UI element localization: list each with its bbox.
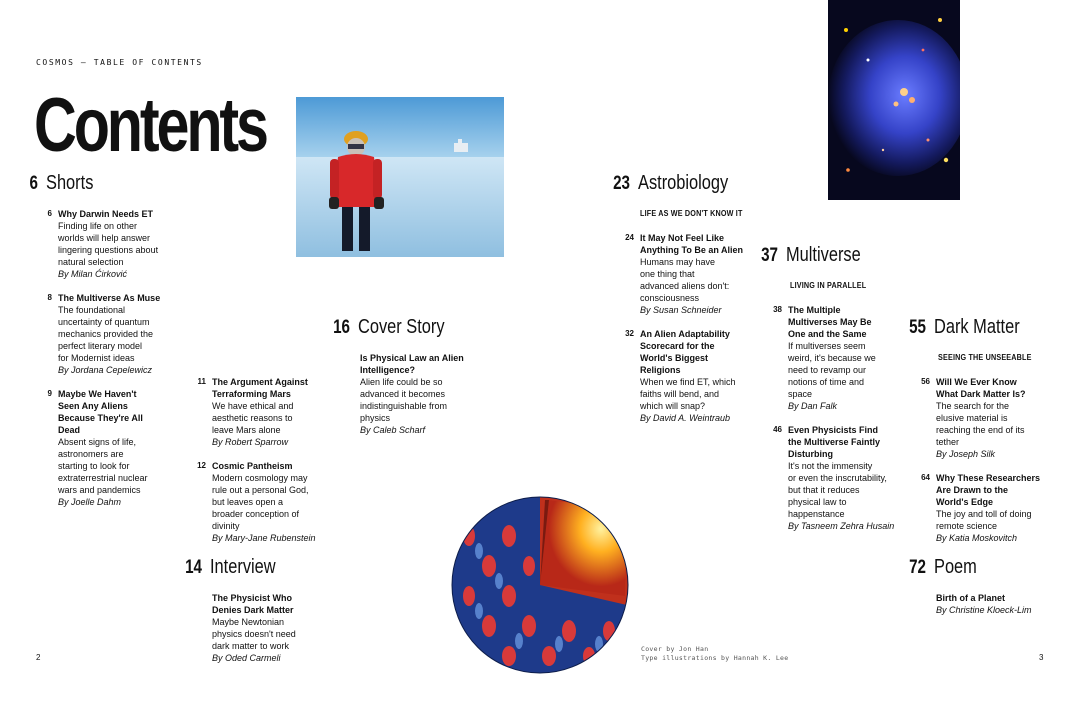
entry-description: When we find ET, which	[640, 377, 736, 387]
section-title: Interview	[210, 556, 276, 578]
entry-description: happenstance	[788, 509, 845, 519]
entry-page-number: 11	[197, 377, 206, 386]
entry-description: dark matter to work	[212, 641, 290, 651]
entry-page-number: 38	[773, 305, 782, 314]
entry-description: Alien life could be so	[360, 377, 443, 387]
entry-title: It May Not Feel Like	[640, 233, 725, 243]
section-multiverse	[740, 244, 877, 267]
entry-description: physics doesn't need	[212, 629, 296, 639]
entry-description: reaching the end of its	[936, 425, 1025, 435]
entry-page-number: 24	[625, 233, 634, 242]
entry-title: Multiverses May Be	[788, 317, 872, 327]
section-page-number: 23	[613, 173, 630, 194]
entry-description: natural selection	[58, 257, 124, 267]
entry-author: By David A. Weintraub	[640, 413, 731, 423]
planet-cutaway-illustration	[449, 496, 631, 674]
entry-author: By Mary-Jane Rubenstein	[212, 533, 316, 543]
section-dark-matter	[888, 316, 1038, 339]
entry-description: space	[788, 389, 813, 399]
entry-title: What Dark Matter Is?	[936, 389, 1026, 399]
toc-entry[interactable]	[921, 472, 1041, 544]
entry-description: elusive material is	[936, 413, 1008, 423]
entry-author: By Oded Carmeli	[212, 653, 281, 663]
entry-author: By Katia Moskovitch	[936, 533, 1018, 543]
section-page-number: 16	[333, 317, 350, 338]
entry-page-number: 6	[47, 209, 52, 218]
entry-title: Religions	[640, 365, 681, 375]
entry-author: By Milan Ćirković	[58, 269, 128, 279]
entry-title: Terraforming Mars	[212, 389, 291, 399]
entry-description: rule out a personal God,	[212, 485, 309, 495]
entry-description: The search for the	[936, 401, 1010, 411]
entry-description: indistinguishable from	[360, 401, 448, 411]
entry-description: faiths will bend, and	[640, 389, 720, 399]
cover-credit: Cover by Jon Han	[641, 645, 709, 653]
entry-description: physics	[360, 413, 391, 423]
entry-description: uncertainty of quantum	[58, 317, 150, 327]
right-page-number: 3	[1039, 653, 1044, 662]
entry-title: Even Physicists Find	[788, 425, 879, 435]
entry-description: Maybe Newtonian	[212, 617, 285, 627]
entry-author: By Jordana Cepelewicz	[58, 365, 153, 375]
toc-entry[interactable]	[773, 304, 876, 412]
entry-title: Scorecard for the	[640, 341, 715, 351]
entry-author: By Caleb Scharf	[360, 425, 426, 435]
toc-entry[interactable]	[936, 592, 1032, 616]
entry-description: weird, it's because we	[788, 353, 876, 363]
entry-title: The Multiverse As Muse	[58, 293, 161, 303]
entry-title: the Multiverse Faintly	[788, 437, 881, 447]
entry-description: worlds will help answer	[58, 233, 151, 243]
entry-title: Seen Any Aliens	[58, 401, 128, 411]
entry-title: The Physicist Who	[212, 593, 293, 603]
entry-description: Absent signs of life,	[58, 437, 137, 447]
entry-description: leave Mars alone	[212, 425, 281, 435]
toc-entry[interactable]	[47, 208, 159, 280]
toc-entry[interactable]	[360, 352, 464, 436]
entry-description: for Modernist ideas	[58, 353, 135, 363]
toc-entry[interactable]	[212, 592, 296, 664]
left-page-number: 2	[36, 653, 41, 662]
section-title: Dark Matter	[934, 316, 1020, 338]
entry-author: By Dan Falk	[788, 401, 838, 411]
entry-description: tether	[936, 437, 960, 447]
entry-description: which will snap?	[640, 401, 706, 411]
entry-description: extraterrestrial nuclear	[58, 473, 148, 483]
entry-description: We have ethical and	[212, 401, 294, 411]
entry-title: An Alien Adaptability	[640, 329, 730, 339]
toc-entry[interactable]	[773, 424, 895, 532]
entry-title: One and the Same	[788, 329, 867, 339]
toc-entry[interactable]	[197, 460, 316, 544]
entry-description: The joy and toll of doing	[936, 509, 1032, 519]
page-title: Contents	[34, 83, 266, 168]
entry-title: Are Drawn to the	[936, 485, 1009, 495]
entry-title: Will We Ever Know	[936, 377, 1017, 387]
entry-author: By Christine Kloeck-Lim	[936, 605, 1032, 615]
toc-entry[interactable]	[921, 376, 1026, 460]
entry-title: The Multiple	[788, 305, 841, 315]
entry-description: wars and pandemics	[58, 485, 141, 495]
toc-entry[interactable]	[47, 388, 148, 508]
section-page-number: 72	[909, 557, 926, 578]
section-page-number: 37	[761, 245, 778, 266]
entry-description: Humans may have	[640, 257, 716, 267]
credits	[641, 645, 788, 663]
section-subtitle: LIVING IN PARALLEL	[790, 281, 867, 290]
entry-description: need to revamp our	[788, 365, 867, 375]
entry-page-number: 56	[921, 377, 930, 386]
section-subtitle: SEEING THE UNSEEABLE	[938, 353, 1032, 362]
entry-title: Dead	[58, 425, 81, 435]
entry-title: Is Physical Law an Alien	[360, 353, 464, 363]
section-poem	[888, 556, 986, 579]
entry-title: Cosmic Pantheism	[212, 461, 293, 471]
section-page-number: 6	[29, 173, 38, 194]
entry-title: World's Biggest	[640, 353, 708, 363]
toc-entry[interactable]	[625, 232, 743, 316]
entry-title: Why These Researchers	[936, 473, 1041, 483]
section-shorts	[0, 172, 104, 195]
illustration-credit: Type illustrations by Hannah K. Lee	[641, 654, 789, 662]
entry-description: advanced aliens don't:	[640, 281, 730, 291]
entry-page-number: 12	[197, 461, 206, 470]
entry-title: World's Edge	[936, 497, 993, 507]
entry-description: physical law to	[788, 497, 847, 507]
entry-description: The foundational	[58, 305, 126, 315]
entry-description: aesthetic reasons to	[212, 413, 293, 423]
entry-page-number: 64	[921, 473, 930, 482]
entry-page-number: 46	[773, 425, 782, 434]
entry-description: advanced it becomes	[360, 389, 446, 399]
entry-description: consciousness	[640, 293, 700, 303]
section-title: Poem	[934, 556, 977, 578]
toc-entry[interactable]	[625, 328, 736, 424]
section-cover-story	[312, 316, 464, 339]
entry-author: By Robert Sparrow	[212, 437, 289, 447]
section-title: Shorts	[46, 172, 94, 194]
entry-page-number: 8	[47, 293, 52, 302]
section-title: Cover Story	[358, 316, 445, 338]
page-kicker: COSMOS — TABLE OF CONTENTS	[36, 58, 203, 67]
entry-description: perfect literary model	[58, 341, 143, 351]
section-interview	[164, 556, 290, 579]
entry-description: broader conception of	[212, 509, 300, 519]
antarctica-photo	[296, 97, 504, 257]
entry-description: If multiverses seem	[788, 341, 866, 351]
entry-author: By Tasneem Zehra Husain	[788, 521, 895, 531]
toc-entry[interactable]	[47, 292, 161, 376]
entry-description: remote science	[936, 521, 998, 531]
entry-description: Finding life on other	[58, 221, 138, 231]
section-title: Astrobiology	[638, 172, 729, 194]
galaxy-cluster-photo	[828, 0, 960, 200]
entry-title: Denies Dark Matter	[212, 605, 294, 615]
entry-description: or even the inscrutability,	[788, 473, 887, 483]
section-astrobiology	[592, 172, 748, 195]
entry-title: Disturbing	[788, 449, 833, 459]
entry-title: Because They're All	[58, 413, 143, 423]
section-title: Multiverse	[786, 244, 861, 266]
entry-description: lingering questions about	[58, 245, 159, 255]
entry-description: divinity	[212, 521, 240, 531]
entry-description: It's not the immensity	[788, 461, 873, 471]
entry-description: but leaves open a	[212, 497, 284, 507]
entry-author: By Joelle Dahm	[58, 497, 122, 507]
entry-description: notions of time and	[788, 377, 865, 387]
section-subtitle: LIFE AS WE DON'T KNOW IT	[640, 209, 743, 218]
entry-title: Intelligence?	[360, 365, 416, 375]
toc-entry[interactable]	[197, 376, 308, 448]
entry-author: By Susan Schneider	[640, 305, 722, 315]
entry-title: The Argument Against	[212, 377, 308, 387]
entry-title: Maybe We Haven't	[58, 389, 137, 399]
entry-description: Modern cosmology may	[212, 473, 308, 483]
entry-page-number: 32	[625, 329, 634, 338]
section-page-number: 55	[909, 317, 926, 338]
entry-page-number: 9	[47, 389, 52, 398]
entry-author: By Joseph Silk	[936, 449, 996, 459]
entry-description: one thing that	[640, 269, 695, 279]
entry-description: but that it reduces	[788, 485, 860, 495]
entry-title: Anything To Be an Alien	[640, 245, 743, 255]
entry-description: mechanics provided the	[58, 329, 154, 339]
entry-title: Why Darwin Needs ET	[58, 209, 154, 219]
entry-title: Birth of a Planet	[936, 593, 1006, 603]
entry-description: astronomers are	[58, 449, 124, 459]
entry-description: starting to look for	[58, 461, 130, 471]
section-page-number: 14	[185, 557, 202, 578]
